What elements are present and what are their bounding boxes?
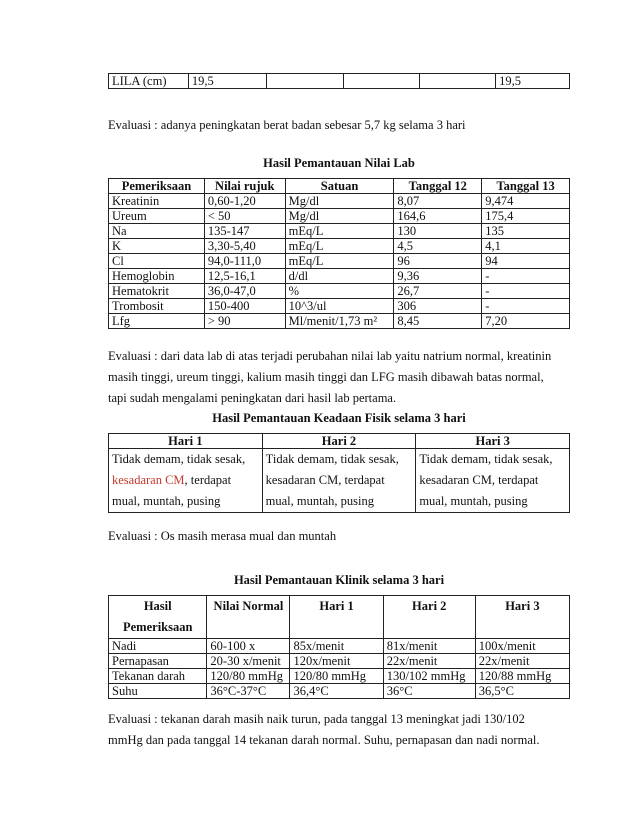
evaluation-line: tapi sudah mengalami peningkatan dari hasil lab pertama. xyxy=(108,391,397,405)
column-header: Hari 3 xyxy=(475,596,569,639)
table-cell: 100x/menit xyxy=(475,639,569,654)
table-cell: 120/80 mmHg xyxy=(290,669,383,684)
evaluation-lab xyxy=(108,346,578,409)
table-cell: 10^3/ul xyxy=(285,299,394,314)
table-cell: 36,5°C xyxy=(475,684,569,699)
cell-line: kesadaran CM, terdapat xyxy=(419,473,539,487)
cell-line: kesadaran CM, terdapat xyxy=(265,473,385,487)
table-cell: 12,5-16,1 xyxy=(204,269,285,284)
table-cell: Hemoglobin xyxy=(109,269,205,284)
table-cell: 120x/menit xyxy=(290,654,383,669)
table-cell: 9,36 xyxy=(394,269,482,284)
table-cell: 22x/menit xyxy=(475,654,569,669)
column-header: Hari 3 xyxy=(416,434,570,449)
table-cell: Pernapasan xyxy=(109,654,207,669)
day1-cell xyxy=(109,449,263,513)
table-cell: mEq/L xyxy=(285,224,394,239)
table-cell: 26,7 xyxy=(394,284,482,299)
table-cell: 3,30-5,40 xyxy=(204,239,285,254)
table-cell: 36°C-37°C xyxy=(207,684,290,699)
column-header: Hasil Pemeriksaan xyxy=(109,596,207,639)
table-cell: 36,4°C xyxy=(290,684,383,699)
lab-table-body xyxy=(109,194,570,329)
table-cell: 130/102 mmHg xyxy=(383,669,475,684)
clinical-table-body xyxy=(109,639,570,699)
table-header-row xyxy=(109,179,570,194)
table-row xyxy=(109,74,570,89)
table-cell: 36,0-47,0 xyxy=(204,284,285,299)
table-cell: d/dl xyxy=(285,269,394,284)
table-cell: 135-147 xyxy=(204,224,285,239)
evaluation-physical: Evaluasi : Os masih merasa mual dan muntah xyxy=(108,529,337,543)
column-header: Hari 2 xyxy=(383,596,475,639)
table-cell: 306 xyxy=(394,299,482,314)
column-header: Hari 2 xyxy=(262,434,416,449)
cell-line: mual, muntah, pusing xyxy=(112,494,221,508)
table-cell: LILA (cm) xyxy=(109,74,189,89)
table-cell: 8,07 xyxy=(394,194,482,209)
day2-cell xyxy=(262,449,416,513)
evaluation-line: mmHg dan pada tanggal 14 tekanan darah normal. Suhu, pernapasan dan nadi normal. xyxy=(108,733,540,747)
table-cell: 4,1 xyxy=(482,239,570,254)
column-header: Hari 1 xyxy=(109,434,263,449)
cell-line: Tidak demam, tidak sesak, xyxy=(419,452,553,466)
table-cell: Na xyxy=(109,224,205,239)
table-cell xyxy=(420,74,496,89)
table-cell: 85x/menit xyxy=(290,639,383,654)
day3-cell xyxy=(416,449,570,513)
table-row xyxy=(109,684,570,699)
column-header: Tanggal 13 xyxy=(482,179,570,194)
table-cell: Nadi xyxy=(109,639,207,654)
physical-title: Hasil Pemantauan Keadaan Fisik selama 3 hari xyxy=(212,411,466,425)
table-cell: > 90 xyxy=(204,314,285,329)
column-header: Tanggal 12 xyxy=(394,179,482,194)
table-cell: - xyxy=(482,269,570,284)
table-row xyxy=(109,209,570,224)
table-cell: 20-30 x/menit xyxy=(207,654,290,669)
cell-text: , terdapat xyxy=(184,473,232,487)
evaluation-line: masih tinggi, ureum tinggi, kalium masih tinggi dan LFG masih dibawah batas normal, xyxy=(108,370,544,384)
table-row xyxy=(109,194,570,209)
table-cell: Tekanan darah xyxy=(109,669,207,684)
table-cell: 96 xyxy=(394,254,482,269)
table-cell: 164,6 xyxy=(394,209,482,224)
table-header-row xyxy=(109,596,570,639)
column-header: Nilai rujuk xyxy=(204,179,285,194)
table-cell xyxy=(344,74,420,89)
table-cell: 135 xyxy=(482,224,570,239)
table-cell: - xyxy=(482,284,570,299)
table-cell: 130 xyxy=(394,224,482,239)
table-cell: 36°C xyxy=(383,684,475,699)
table-cell: K xyxy=(109,239,205,254)
cell-line: mual, muntah, pusing xyxy=(265,494,374,508)
table-cell: mEq/L xyxy=(285,239,394,254)
table-cell: Lfg xyxy=(109,314,205,329)
table-cell: 9,474 xyxy=(482,194,570,209)
highlighted-text: kesadaran CM xyxy=(112,473,185,487)
table-row xyxy=(109,654,570,669)
physical-table xyxy=(108,433,570,513)
cell-line: mual, muntah, pusing xyxy=(419,494,528,508)
table-cell: 19,5 xyxy=(496,74,570,89)
table-cell: Ureum xyxy=(109,209,205,224)
table-cell: Ml/menit/1,73 m² xyxy=(285,314,394,329)
table-row xyxy=(109,314,570,329)
lab-table xyxy=(108,178,570,329)
column-header: Hari 1 xyxy=(290,596,383,639)
table-row xyxy=(109,224,570,239)
table-cell: Kreatinin xyxy=(109,194,205,209)
cell-line: Tidak demam, tidak sesak, xyxy=(265,452,399,466)
lila-table xyxy=(108,73,570,89)
column-header: Satuan xyxy=(285,179,394,194)
table-cell: 81x/menit xyxy=(383,639,475,654)
table-cell: Trombosit xyxy=(109,299,205,314)
clinical-title: Hasil Pemantauan Klinik selama 3 hari xyxy=(233,573,445,587)
table-cell: 150-400 xyxy=(204,299,285,314)
evaluation-line: Evaluasi : tekanan darah masih naik turun, pada tanggal 13 meningkat jadi 130/102 xyxy=(108,712,525,726)
table-row xyxy=(109,254,570,269)
table-cell: Cl xyxy=(109,254,205,269)
table-row xyxy=(109,269,570,284)
table-cell: Mg/dl xyxy=(285,209,394,224)
table-cell: 7,20 xyxy=(482,314,570,329)
evaluation-clinical xyxy=(108,709,578,751)
table-cell: Hematokrit xyxy=(109,284,205,299)
table-row xyxy=(109,284,570,299)
table-cell: 94,0-111,0 xyxy=(204,254,285,269)
table-cell: - xyxy=(482,299,570,314)
table-cell: 19,5 xyxy=(188,74,266,89)
table-cell: 175,4 xyxy=(482,209,570,224)
table-row xyxy=(109,239,570,254)
table-row xyxy=(109,299,570,314)
table-cell: 120/80 mmHg xyxy=(207,669,290,684)
table-cell: < 50 xyxy=(204,209,285,224)
table-cell: Mg/dl xyxy=(285,194,394,209)
table-cell: 8,45 xyxy=(394,314,482,329)
table-row xyxy=(109,449,570,513)
column-header: Pemeriksaan xyxy=(109,179,205,194)
lab-title: Hasil Pemantauan Nilai Lab xyxy=(263,156,415,170)
cell-line xyxy=(112,470,259,491)
table-cell: 4,5 xyxy=(394,239,482,254)
column-header: Nilai Normal xyxy=(207,596,290,639)
evaluation-weight: Evaluasi : adanya peningkatan berat badan sebesar 5,7 kg selama 3 hari xyxy=(108,118,466,132)
table-header-row xyxy=(109,434,570,449)
evaluation-line: Evaluasi : dari data lab di atas terjadi perubahan nilai lab yaitu natrium normal, kreatinin xyxy=(108,349,552,363)
table-cell: % xyxy=(285,284,394,299)
cell-line: Tidak demam, tidak sesak, xyxy=(112,452,246,466)
table-cell: Suhu xyxy=(109,684,207,699)
table-row xyxy=(109,639,570,654)
clinical-table xyxy=(108,595,570,699)
table-cell: 120/88 mmHg xyxy=(475,669,569,684)
table-cell: 22x/menit xyxy=(383,654,475,669)
table-cell: 60-100 x xyxy=(207,639,290,654)
table-row xyxy=(109,669,570,684)
table-cell: 94 xyxy=(482,254,570,269)
table-cell: mEq/L xyxy=(285,254,394,269)
table-cell: 0,60-1,20 xyxy=(204,194,285,209)
table-cell xyxy=(266,74,344,89)
